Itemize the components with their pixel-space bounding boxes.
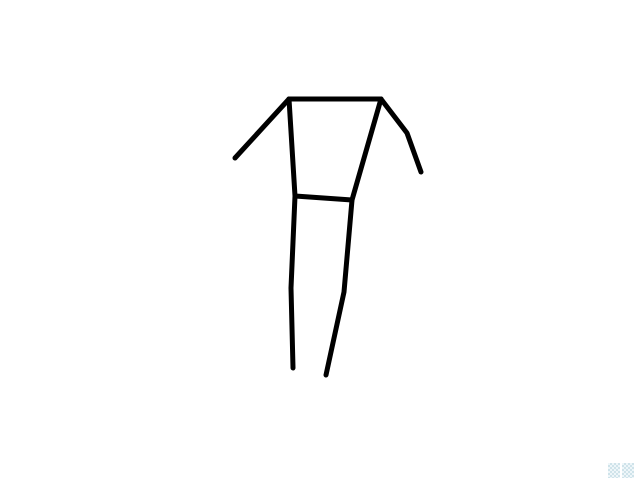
torso-right-line <box>352 99 381 200</box>
left-arm-line <box>235 99 289 158</box>
torso-left-line <box>289 99 295 196</box>
corner-mark-block <box>622 463 634 478</box>
left-leg-line <box>291 196 295 368</box>
corner-watermark <box>608 463 638 478</box>
right-leg-line <box>326 200 352 375</box>
waist-line <box>295 196 352 200</box>
corner-mark-block <box>608 463 620 478</box>
right-arm-line <box>381 99 421 172</box>
